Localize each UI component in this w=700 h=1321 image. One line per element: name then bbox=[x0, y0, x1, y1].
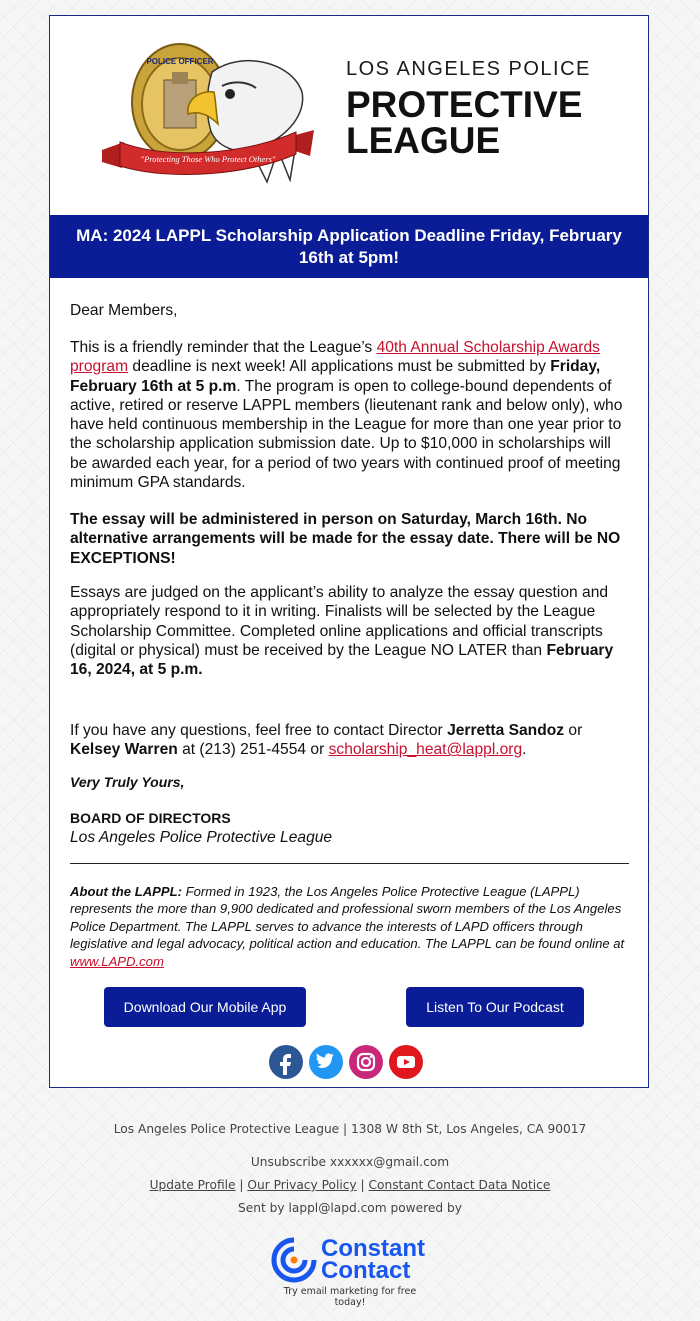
update-profile-link[interactable]: Update Profile bbox=[149, 1178, 236, 1192]
social-links bbox=[269, 1045, 423, 1079]
podcast-button[interactable]: Listen To Our Podcast bbox=[406, 987, 584, 1027]
sign-off: Very Truly Yours, bbox=[70, 774, 185, 790]
logo-line-1: LOS ANGELES POLICE bbox=[346, 58, 591, 80]
greeting: Dear Members, bbox=[70, 302, 178, 319]
twitter-icon[interactable] bbox=[309, 1045, 343, 1079]
text: This is a friendly reminder that the League’s bbox=[70, 339, 377, 356]
scholarship-program-link[interactable]: 40th Annual Scholarship Awards program bbox=[70, 339, 600, 376]
instagram-icon[interactable] bbox=[349, 1045, 383, 1079]
headline-title: MA: 2024 LAPPL Scholarship Application Deadline Friday, February 16th at 5pm! bbox=[76, 225, 622, 267]
lapd-website-link[interactable]: www.LAPD.com bbox=[70, 953, 164, 969]
text: at (213) 251-4554 or bbox=[177, 741, 329, 759]
contact-name-1: Jerretta Sandoz bbox=[447, 722, 565, 739]
lappl-logo-emblem bbox=[102, 32, 314, 192]
logo-wordmark bbox=[346, 58, 591, 159]
facebook-icon[interactable] bbox=[269, 1045, 303, 1079]
text: . The program is open to college-bound dependents of active, retired or reserve LAPPL members (lieutenant rank and below only), who have held continuous membership in the League for more than one year prior to the scholarship application submission date. Up to $10,000 in scholarships will be awarded each year, for a period of two years with continued proof of meeting minimum GPA standards. bbox=[70, 377, 623, 492]
about-label: About the LAPPL: bbox=[70, 884, 183, 899]
paragraph-reminder bbox=[70, 338, 630, 492]
logo-line-2: PROTECTIVE bbox=[346, 84, 583, 125]
badge-text: POLICE OFFICER bbox=[146, 57, 214, 66]
about-text: Formed in 1923, the Los Angeles Police Protective League (LAPPL) represents the more than 9,900 dedicated and professional sworn members of the Los Angeles Police Department. The LAPPL serves to advance the interests of LAPD officers through legislative and legal advocacy, political action and education. The LAPPL can be found online at bbox=[70, 884, 625, 952]
youtube-icon[interactable] bbox=[389, 1045, 423, 1079]
headline-banner bbox=[50, 215, 648, 278]
email-header bbox=[50, 16, 648, 216]
scholarship-email-link[interactable]: scholarship_heat@lappl.org bbox=[328, 741, 523, 759]
separator: | bbox=[235, 1178, 248, 1192]
ribbon-text: "Protecting Those Who Protect Others" bbox=[140, 154, 276, 164]
footer-address: Los Angeles Police Protective League | 1308 W 8th St, Los Angeles, CA 90017 bbox=[113, 1122, 587, 1136]
text: . bbox=[522, 741, 527, 759]
league-signature: Los Angeles Police Protective League bbox=[70, 829, 333, 846]
deadline-bold: Friday, February 16th at 5 p.m bbox=[70, 358, 601, 395]
constant-contact-wordmark bbox=[321, 1235, 425, 1284]
download-app-button[interactable]: Download Our Mobile App bbox=[104, 987, 306, 1027]
constant-contact-icon bbox=[270, 1236, 318, 1284]
text: or bbox=[564, 722, 583, 739]
text: Essays are judged on the applicant’s ability to analyze the essay question and appropriately respond to it in writing. Finalists will be selected by the League Scholarship Committee. Completed online applications and official transcripts (digital or physical) must be received by the League NO LATER than bbox=[70, 584, 609, 659]
unsubscribe-link[interactable]: Unsubscribe xxxxxx@gmail.com bbox=[250, 1155, 450, 1169]
separator: | bbox=[356, 1178, 369, 1192]
board-of-directors: BOARD OF DIRECTORS bbox=[70, 810, 231, 826]
text: If you have any questions, feel free to contact Director bbox=[70, 722, 448, 739]
text: deadline is next week! All applications must be submitted by bbox=[128, 358, 551, 376]
paragraph-judging bbox=[70, 583, 630, 679]
constant-contact-logo[interactable] bbox=[270, 1234, 430, 1308]
cc-name-line-1: Constant bbox=[321, 1235, 425, 1262]
privacy-policy-link[interactable]: Our Privacy Policy bbox=[247, 1178, 357, 1192]
cc-name-line-2: Contact bbox=[321, 1257, 411, 1284]
sent-by: Sent by lappl@lapd.com powered by bbox=[238, 1201, 462, 1215]
cc-tagline: Try email marketing for free today! bbox=[283, 1286, 417, 1308]
email-card bbox=[49, 15, 649, 1088]
about-lappl bbox=[70, 883, 630, 970]
divider bbox=[70, 863, 629, 864]
contact-name-2: Kelsey Warren bbox=[70, 741, 178, 759]
data-notice-link[interactable]: Constant Contact Data Notice bbox=[368, 1178, 551, 1192]
paragraph-essay-notice: The essay will be administered in person on Saturday, March 16th. No alternative arrangements will be made for the essay date. There will be NO EXCEPTIONS! bbox=[70, 511, 621, 567]
deadline-bold: February 16, 2024, at 5 p.m. bbox=[70, 641, 614, 679]
paragraph-contact bbox=[70, 721, 630, 760]
logo-line-3: LEAGUE bbox=[346, 120, 501, 161]
footer-links bbox=[0, 1178, 700, 1192]
